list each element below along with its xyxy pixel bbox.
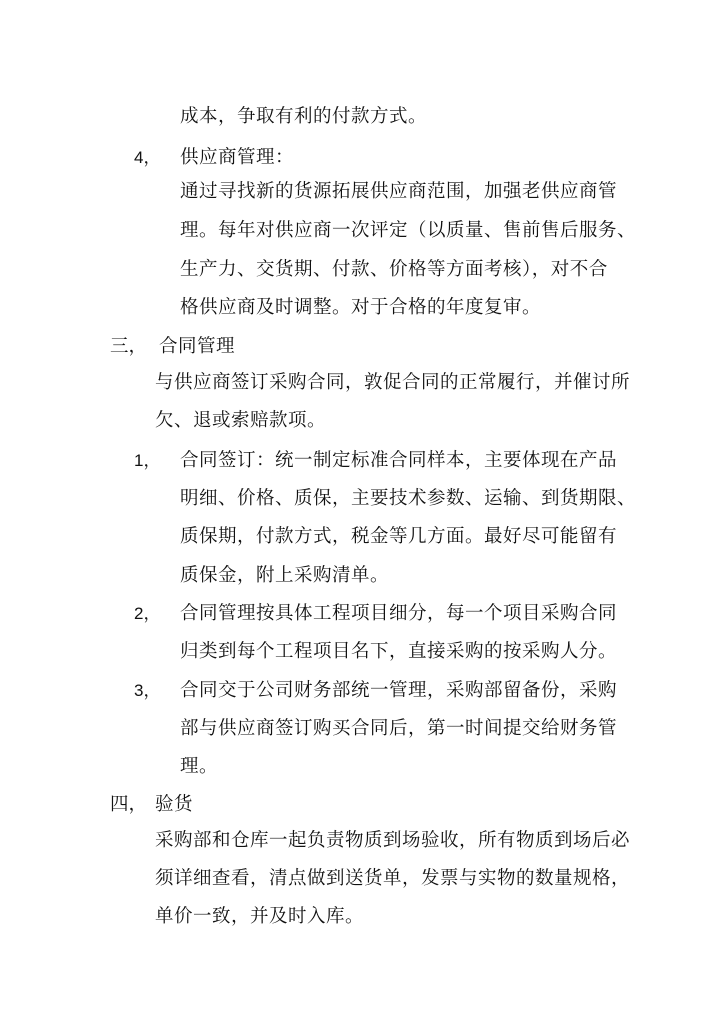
- paragraph-line: 理。每年对供应商一次评定（以质量、售前售后服务、: [180, 220, 637, 241]
- paragraph-line: 须详细查看，清点做到送货单，发票与实物的数量规格，: [155, 868, 631, 889]
- paragraph-line: 生产力、交货期、付款、价格等方面考核），对不合: [180, 259, 608, 280]
- paragraph-line: 理。: [180, 756, 219, 777]
- paragraph-line: 质保金，附上采购清单。: [180, 565, 390, 586]
- paragraph-line: 格供应商及时调整。对于合格的年度复审。: [180, 297, 542, 318]
- section-number: 四，: [110, 794, 148, 815]
- paragraph-line: 合同签订：统一制定标准合同样本，主要体现在产品: [180, 450, 618, 471]
- list-number: 2，: [134, 604, 161, 623]
- paragraph-line: 与供应商签订采购合同，敦促合同的正常履行，并催讨所: [155, 372, 631, 393]
- list-number: 3，: [134, 681, 161, 700]
- list-number: 4，: [134, 148, 161, 167]
- paragraph-line: 采购部和仓库一起负责物质到场验收，所有物质到场后必: [155, 830, 631, 851]
- list-item-title: 供应商管理：: [180, 147, 295, 168]
- section-title: 合同管理: [159, 336, 236, 357]
- paragraph-line: 通过寻找新的货源拓展供应商范围，加强老供应商管: [180, 181, 618, 202]
- paragraph-line: 明细、价格、质保，主要技术参数、运输、到货期限、: [180, 488, 637, 509]
- paragraph-line: 归类到每个工程项目名下，直接采购的按采购人分。: [180, 641, 618, 662]
- paragraph-line: 部与供应商签订购买合同后，第一时间提交给财务管: [180, 718, 618, 739]
- paragraph-line: 成本，争取有利的付款方式。: [180, 106, 428, 127]
- paragraph-line: 质保期，付款方式，税金等几方面。最好尽可能留有: [180, 526, 618, 547]
- section-number: 三，: [110, 336, 148, 357]
- paragraph-line: 单价一致，并及时入库。: [155, 906, 365, 927]
- paragraph-line: 合同管理按具体工程项目细分，每一个项目采购合同: [180, 603, 618, 624]
- section-title: 验货: [155, 794, 194, 815]
- paragraph-line: 合同交于公司财务部统一管理，采购部留备份，采购: [180, 680, 618, 701]
- list-number: 1，: [134, 451, 161, 470]
- paragraph-line: 欠、退或索赔款项。: [155, 410, 327, 431]
